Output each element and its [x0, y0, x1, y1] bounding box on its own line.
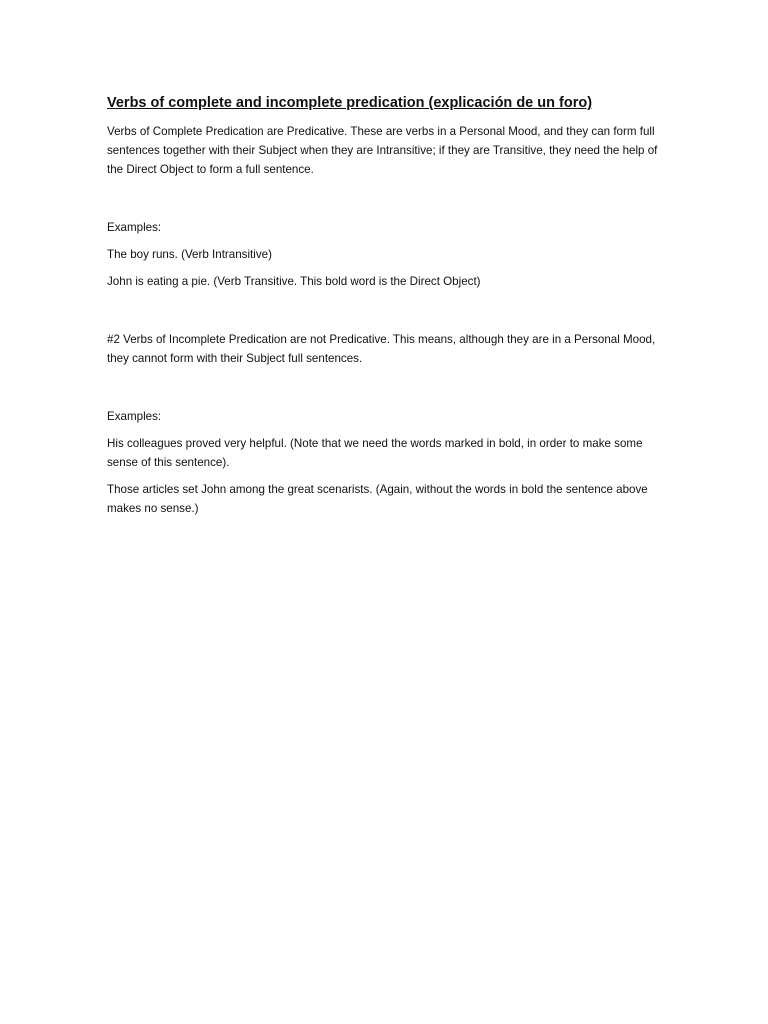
example-intransitive: The boy runs. (Verb Intransitive) — [107, 248, 272, 261]
paragraph-spacer — [107, 376, 667, 407]
examples-label: Examples: — [107, 410, 162, 423]
document-page — [107, 93, 667, 526]
paragraph-spacer — [107, 299, 667, 330]
paragraph-spacer — [107, 187, 667, 218]
example-articles: Those articles set John among the great scenarists. (Again, without the words in bold the sentence above makes no sense.) — [107, 483, 648, 515]
examples-label: Examples: — [107, 221, 162, 234]
example-colleagues: His colleagues proved very helpful. (Note that we need the words marked in bold, in order to make some sense of this sentence). — [107, 437, 643, 469]
example-transitive: John is eating a pie. (Verb Transitive. This bold word is the Direct Object) — [107, 275, 481, 288]
document-title: Verbs of complete and incomplete predication (explicación de un foro) — [107, 95, 593, 111]
complete-predication-paragraph: Verbs of Complete Predication are Predicative. These are verbs in a Personal Mood, and they can form full sentences together with their Subject when they are Intransitive; if they are Transitive, they need the help of the Direct Object to form a full sentence. — [107, 125, 658, 176]
incomplete-predication-paragraph: #2 Verbs of Incomplete Predication are not Predicative. This means, although they are in a Personal Mood, they cannot form with their Subject full sentences. — [107, 333, 656, 365]
